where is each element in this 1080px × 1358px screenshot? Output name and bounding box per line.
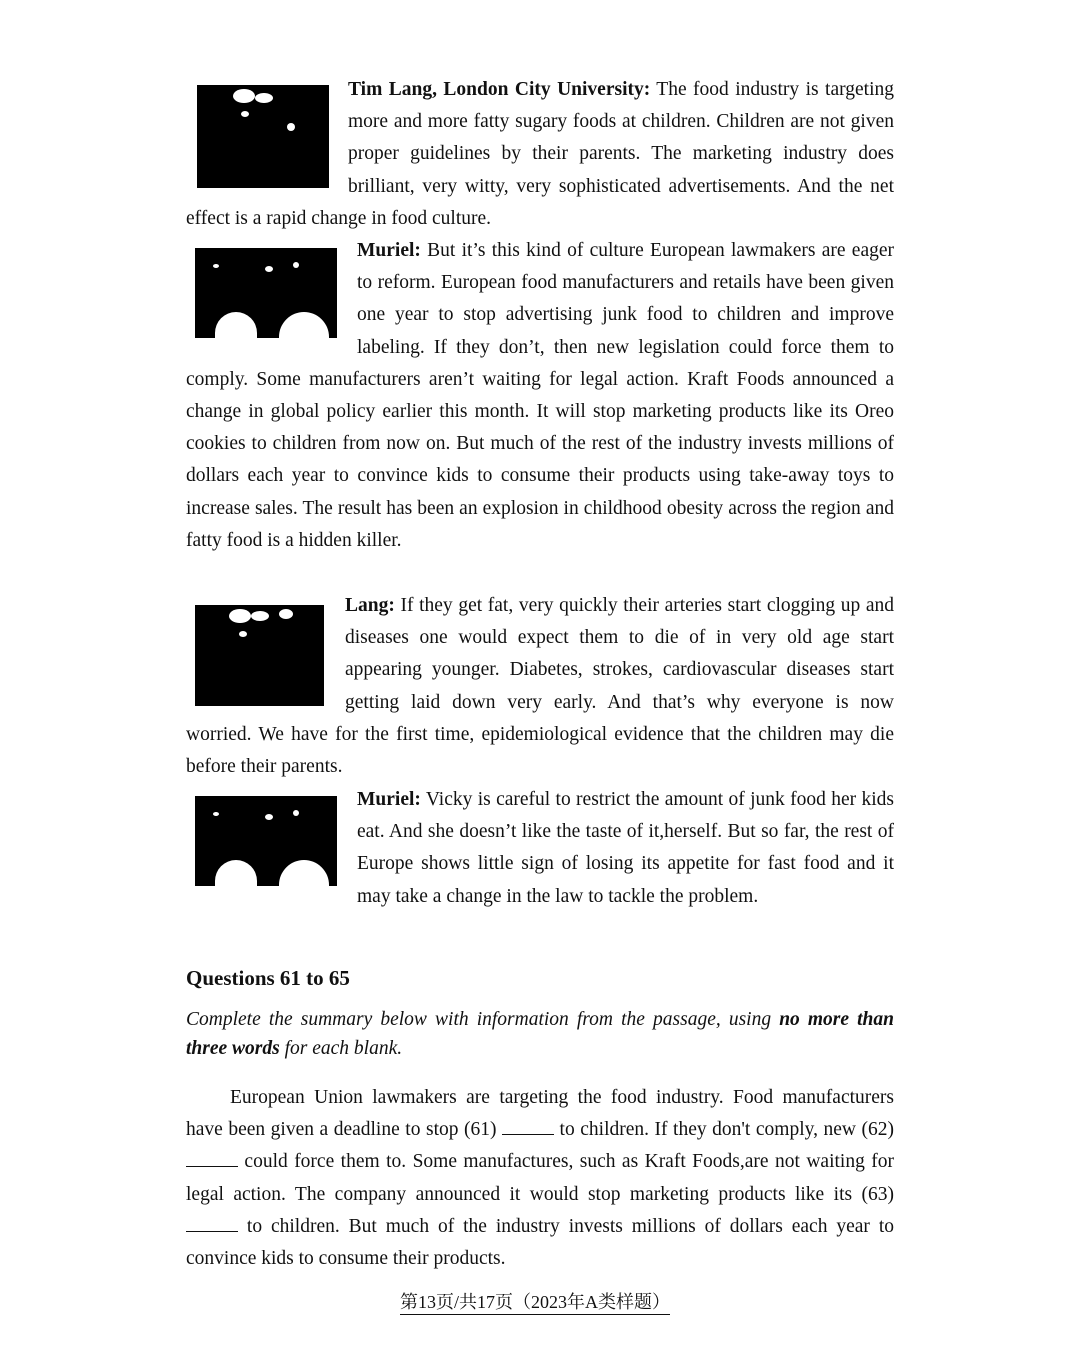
- speaker-name: Lang:: [345, 595, 395, 616]
- blank-63[interactable]: [186, 1213, 238, 1232]
- speaker-name: Muriel:: [357, 789, 421, 810]
- blank-61[interactable]: [502, 1116, 554, 1135]
- speaker-photo-lang: [197, 85, 329, 188]
- speaker-photo-lang: [195, 605, 324, 706]
- speech-text: The food industry is targeting more and more fatty sugary foods at children. Children are not given proper guidelines by their parents. The marketing industry does brilliant, very witty, very sophisticated advertisements. And the net effect is a rapid change in food culture.: [186, 79, 894, 229]
- questions-heading: Questions 61 to 65: [186, 966, 350, 990]
- blank-62[interactable]: [186, 1148, 238, 1167]
- speaker-name: Muriel:: [357, 240, 421, 261]
- summary-paragraph: European Union lawmakers are targeting the food industry. Food manufacturers have been given a deadline to stop (61) to children. If they don't comply, new (62) could force them to. Some manufactures, such as Kraft Foods,are not waiting for legal action. The company announced it would stop marketing products like its (63) to children. But much of the industry invests millions of dollars each year to convince kids to consume their products.: [186, 1087, 894, 1270]
- speaker-name: Tim Lang, London City University:: [348, 79, 651, 100]
- speaker-photo-muriel: [195, 796, 337, 886]
- speech-text: Vicky is careful to restrict the amount of junk food her kids eat. And she doesn’t like the taste of it,herself. But so far, the rest of Europe shows little sign of losing its appetite for fast food and it may take a change in the law to tackle the problem.: [357, 789, 894, 907]
- speech-text: If they get fat, very quickly their arteries start clogging up and diseases one would expect them to die of in very old age start appearing younger. Diabetes, strokes, cardiovascular diseases start getting laid down very early. And that’s why everyone is now worried. We have for the first time, epidemiological evidence that the children may die before their parents.: [186, 595, 894, 778]
- page-footer: 第13页/共17页（2023年A类样题）: [400, 1288, 670, 1315]
- questions-instruction: Complete the summary below with information from the passage, using no more than three words for each blank.: [186, 1009, 894, 1059]
- passage-block-lang-2: [186, 590, 894, 783]
- passage-block-lang-1: [186, 74, 894, 235]
- speaker-photo-muriel: [195, 248, 337, 338]
- speech-text: But it’s this kind of culture European lawmakers are eager to reform. European food manufacturers and retails have been given one year to stop advertising junk food to children and improve labeling. If they don’t, then new legislation could force them to comply. Some manufacturers aren’t waiting for legal action. Kraft Foods announced a change in global policy earlier this month. It will stop marketing products like its Oreo cookies to children from now on. But much of the rest of the industry invests millions of dollars each year to convince kids to consume their products using take-away toys to increase sales. The result has been an explosion in childhood obesity across the region and fatty food is a hidden killer.: [186, 240, 894, 551]
- passage-block-muriel-2: [186, 784, 894, 913]
- passage-block-muriel-1: [186, 235, 894, 557]
